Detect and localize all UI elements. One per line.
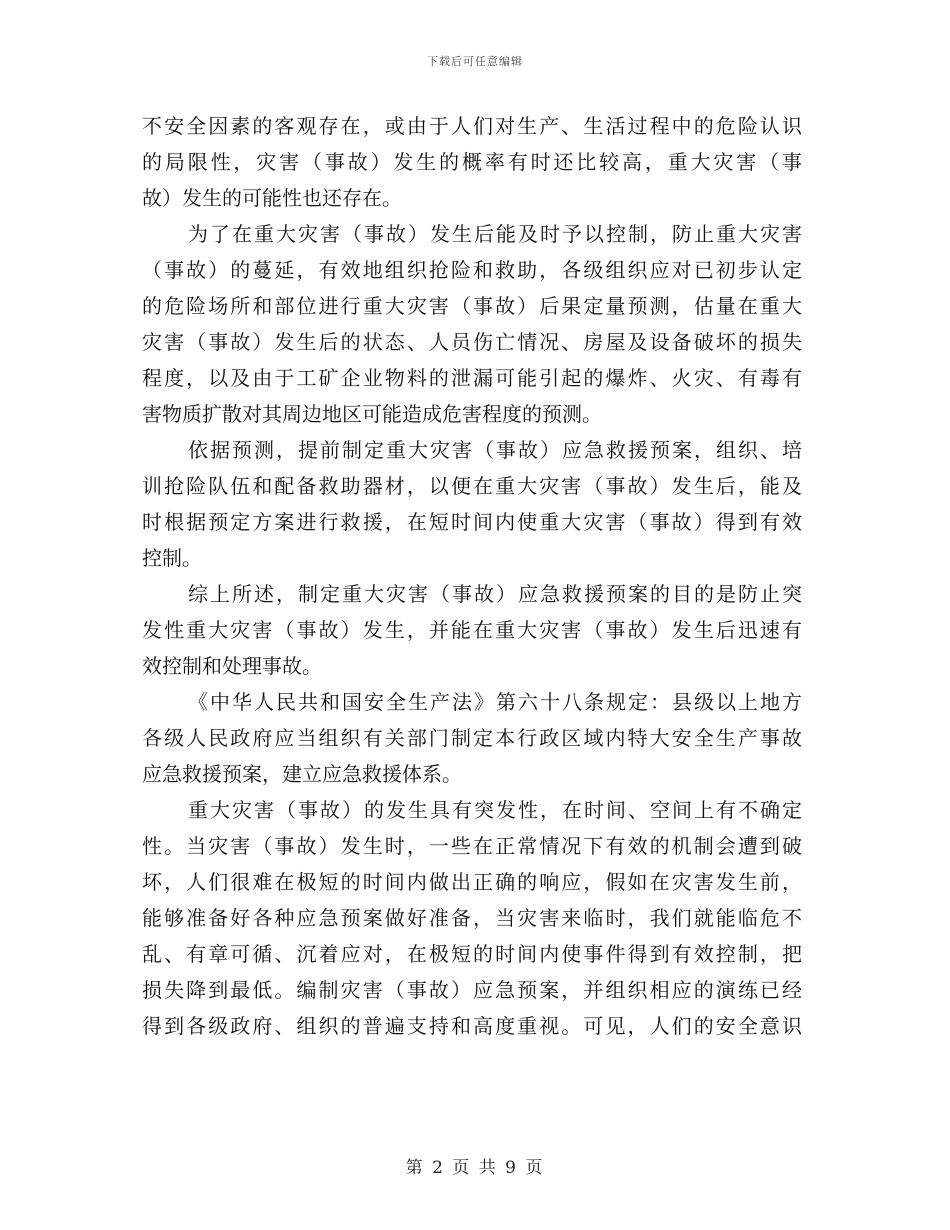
- text-line: （事故）的蔓延，有效地组织抢险和救助，各级组织应对已初步认定: [142, 258, 802, 282]
- text-line: 效控制和处理事故。: [142, 654, 322, 678]
- text-line: 的局限性，灾害（事故）发生的概率有时还比较高，重大灾害（事: [142, 150, 802, 174]
- text-line: 坏，人们很难在极短的时间内做出正确的响应，假如在灾害发生前，: [142, 870, 802, 894]
- text-line: 程度，以及由于工矿企业物料的泄漏可能引起的爆炸、火灾、有毒有: [142, 366, 802, 390]
- document-body: [142, 108, 802, 1044]
- text-line: 故）发生的可能性也还存在。: [142, 186, 402, 210]
- text-line: 乱、有章可循、沉着应对，在极短的时间内使事件得到有效控制，把: [142, 942, 802, 966]
- text-line: 的危险场所和部位进行重大灾害（事故）后果定量预测，估量在重大: [142, 294, 802, 318]
- page-number: 第 2 页 共 9 页: [405, 1158, 545, 1178]
- text-line: 发性重大灾害（事故）发生，并能在重大灾害（事故）发生后迅速有: [142, 618, 802, 642]
- text-line: 各级人民政府应当组织有关部门制定本行政区域内特大安全生产事故: [142, 726, 802, 750]
- page-header: 下载后可任意编辑: [427, 55, 523, 68]
- text-line: 灾害（事故）发生后的状态、人员伤亡情况、房屋及设备破坏的损失: [142, 330, 802, 354]
- text-line: 损失降到最低。编制灾害（事故）应急预案，并组织相应的演练已经: [142, 978, 802, 1002]
- text-line: 应急救援预案，建立应急救援体系。: [142, 762, 462, 786]
- paragraph-first-line: 为了在重大灾害（事故）发生后能及时予以控制，防止重大灾害: [188, 222, 802, 246]
- paragraph-first-line: 重大灾害（事故）的发生具有突发性，在时间、空间上有不确定: [188, 798, 802, 822]
- text-line: 能够准备好各种应急预案做好准备，当灾害来临时，我们就能临危不: [142, 906, 802, 930]
- text-line: 不安全因素的客观存在，或由于人们对生产、生活过程中的危险认识: [142, 114, 802, 138]
- text-line: 训抢险队伍和配备救助器材，以便在重大灾害（事故）发生后，能及: [142, 474, 802, 498]
- text-line: 性。当灾害（事故）发生时，一些在正常情况下有效的机制会遭到破: [142, 834, 802, 858]
- paragraph-first-line: 依据预测，提前制定重大灾害（事故）应急救援预案，组织、培: [188, 438, 802, 462]
- paragraph-first-line: 综上所述，制定重大灾害（事故）应急救援预案的目的是防止突: [188, 582, 802, 606]
- text-line: 得到各级政府、组织的普遍支持和高度重视。可见，人们的安全意识: [142, 1014, 802, 1038]
- paragraph-first-line: 《中华人民共和国安全生产法》第六十八条规定：县级以上地方: [188, 690, 802, 714]
- text-line: 时根据预定方案进行救援，在短时间内使重大灾害（事故）得到有效: [142, 510, 802, 534]
- text-line: 害物质扩散对其周边地区可能造成危害程度的预测。: [142, 402, 602, 426]
- text-line: 控制。: [142, 546, 202, 570]
